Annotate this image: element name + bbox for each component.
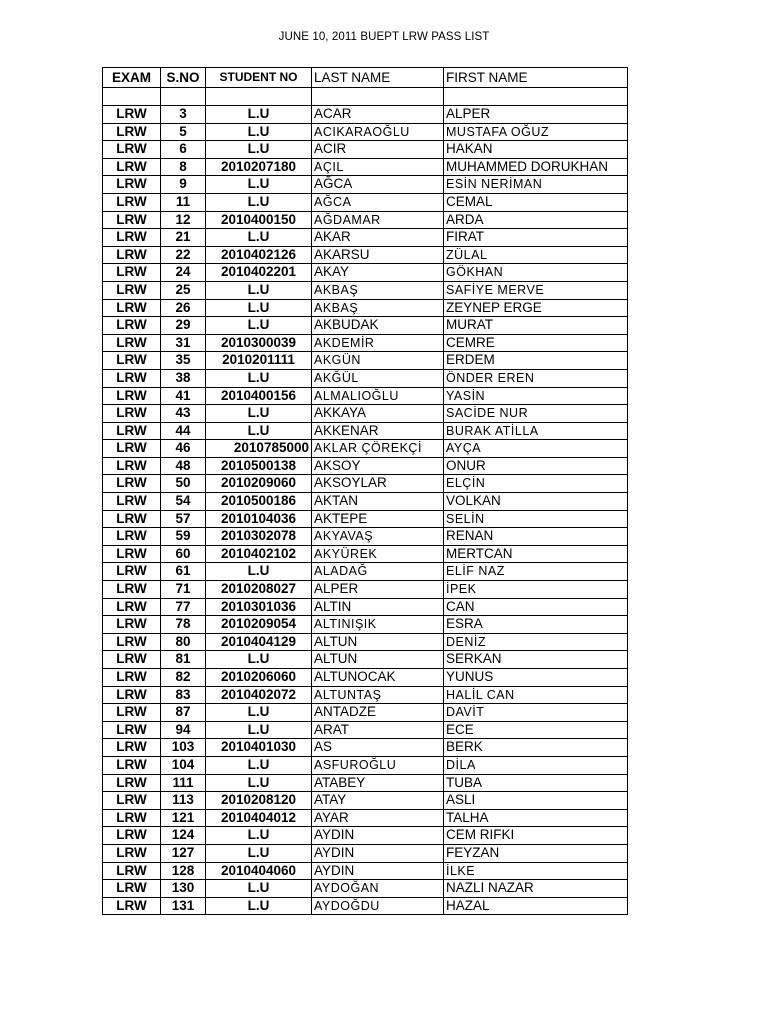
table-row bbox=[103, 123, 628, 141]
last-name-cell: AKĞÜL bbox=[312, 369, 444, 387]
last-name-cell: ATABEY bbox=[312, 774, 444, 792]
sno-cell: 26 bbox=[161, 299, 206, 317]
table-body bbox=[103, 88, 628, 915]
first-name-cell: ECE bbox=[444, 721, 628, 739]
exam-cell: LRW bbox=[103, 809, 161, 827]
last-name-cell: AKARSU bbox=[312, 246, 444, 264]
first-name-cell: ESİN NERİMAN bbox=[444, 176, 628, 194]
student-no-cell: 2010401030 bbox=[206, 739, 312, 757]
header-row bbox=[103, 68, 628, 88]
student-no-cell: 2010208120 bbox=[206, 792, 312, 810]
sno-cell: 71 bbox=[161, 581, 206, 599]
student-no-cell: 2010302078 bbox=[206, 528, 312, 546]
spacer-cell bbox=[103, 88, 161, 106]
table-row bbox=[103, 405, 628, 423]
last-name-cell: ALTUN bbox=[312, 633, 444, 651]
last-name-cell: AĞCA bbox=[312, 176, 444, 194]
sno-cell: 46 bbox=[161, 440, 206, 458]
table-row bbox=[103, 721, 628, 739]
sno-cell: 22 bbox=[161, 246, 206, 264]
last-name-cell: ACAR bbox=[312, 106, 444, 124]
student-no-cell: 2010209054 bbox=[206, 616, 312, 634]
sno-cell: 44 bbox=[161, 422, 206, 440]
header-last-name: LAST NAME bbox=[312, 68, 444, 88]
first-name-cell: YASİN bbox=[444, 387, 628, 405]
exam-cell: LRW bbox=[103, 897, 161, 915]
student-no-cell: L.U bbox=[206, 405, 312, 423]
exam-cell: LRW bbox=[103, 352, 161, 370]
first-name-cell: FEYZAN bbox=[444, 844, 628, 862]
first-name-cell: ZEYNEP ERGE bbox=[444, 299, 628, 317]
first-name-cell: MUHAMMED DORUKHAN bbox=[444, 158, 628, 176]
sno-cell: 80 bbox=[161, 633, 206, 651]
exam-cell: LRW bbox=[103, 598, 161, 616]
table-row bbox=[103, 545, 628, 563]
sno-cell: 81 bbox=[161, 651, 206, 669]
spacer-cell bbox=[312, 88, 444, 106]
student-no-cell: 2010500186 bbox=[206, 493, 312, 511]
sno-cell: 103 bbox=[161, 739, 206, 757]
exam-cell: LRW bbox=[103, 880, 161, 898]
header-exam: EXAM bbox=[103, 68, 161, 88]
table-row bbox=[103, 299, 628, 317]
student-no-cell: 2010301036 bbox=[206, 598, 312, 616]
first-name-cell: GÖKHAN bbox=[444, 264, 628, 282]
student-no-cell: 2010104036 bbox=[206, 510, 312, 528]
exam-cell: LRW bbox=[103, 369, 161, 387]
first-name-cell: TALHA bbox=[444, 809, 628, 827]
first-name-cell: RENAN bbox=[444, 528, 628, 546]
student-no-cell: L.U bbox=[206, 756, 312, 774]
exam-cell: LRW bbox=[103, 334, 161, 352]
table-row bbox=[103, 211, 628, 229]
last-name-cell: ATAY bbox=[312, 792, 444, 810]
exam-cell: LRW bbox=[103, 440, 161, 458]
exam-cell: LRW bbox=[103, 176, 161, 194]
student-no-cell: 2010206060 bbox=[206, 669, 312, 687]
student-no-cell: L.U bbox=[206, 299, 312, 317]
exam-cell: LRW bbox=[103, 246, 161, 264]
page-title: JUNE 10, 2011 BUEPT LRW PASS LIST bbox=[278, 31, 490, 43]
sno-cell: 50 bbox=[161, 475, 206, 493]
sno-cell: 41 bbox=[161, 387, 206, 405]
first-name-cell: ZÜLAL bbox=[444, 246, 628, 264]
table-row bbox=[103, 158, 628, 176]
first-name-cell: BERK bbox=[444, 739, 628, 757]
first-name-cell: VOLKAN bbox=[444, 493, 628, 511]
student-no-cell: L.U bbox=[206, 880, 312, 898]
student-no-cell: L.U bbox=[206, 176, 312, 194]
first-name-cell: DENİZ bbox=[444, 633, 628, 651]
sno-cell: 31 bbox=[161, 334, 206, 352]
exam-cell: LRW bbox=[103, 792, 161, 810]
last-name-cell: AĞCA bbox=[312, 193, 444, 211]
table-row bbox=[103, 827, 628, 845]
spacer-cell bbox=[161, 88, 206, 106]
student-no-cell: L.U bbox=[206, 704, 312, 722]
student-no-cell: 2010400150 bbox=[206, 211, 312, 229]
last-name-cell: AYDOĞAN bbox=[312, 880, 444, 898]
table-row bbox=[103, 844, 628, 862]
exam-cell: LRW bbox=[103, 387, 161, 405]
sno-cell: 6 bbox=[161, 141, 206, 159]
exam-cell: LRW bbox=[103, 158, 161, 176]
sno-cell: 113 bbox=[161, 792, 206, 810]
last-name-cell: AKKAYA bbox=[312, 405, 444, 423]
student-no-cell: L.U bbox=[206, 369, 312, 387]
sno-cell: 83 bbox=[161, 686, 206, 704]
student-no-cell: L.U bbox=[206, 141, 312, 159]
student-no-cell: 2010402126 bbox=[206, 246, 312, 264]
table-row bbox=[103, 756, 628, 774]
first-name-cell: DAVİT bbox=[444, 704, 628, 722]
sno-cell: 121 bbox=[161, 809, 206, 827]
table-row bbox=[103, 246, 628, 264]
exam-cell: LRW bbox=[103, 193, 161, 211]
table-row bbox=[103, 686, 628, 704]
last-name-cell: AKBUDAK bbox=[312, 317, 444, 335]
exam-cell: LRW bbox=[103, 844, 161, 862]
table-row bbox=[103, 616, 628, 634]
header-student-no: STUDENT NO bbox=[206, 68, 312, 88]
table-row bbox=[103, 457, 628, 475]
table-row bbox=[103, 317, 628, 335]
table-row bbox=[103, 563, 628, 581]
sno-cell: 9 bbox=[161, 176, 206, 194]
first-name-cell: BURAK ATİLLA bbox=[444, 422, 628, 440]
table-row bbox=[103, 598, 628, 616]
table-row bbox=[103, 862, 628, 880]
first-name-cell: HAKAN bbox=[444, 141, 628, 159]
last-name-cell: ALPER bbox=[312, 581, 444, 599]
first-name-cell: DİLA bbox=[444, 756, 628, 774]
table-row bbox=[103, 475, 628, 493]
first-name-cell: ÖNDER EREN bbox=[444, 369, 628, 387]
last-name-cell: ALTUN bbox=[312, 651, 444, 669]
sno-cell: 5 bbox=[161, 123, 206, 141]
sno-cell: 124 bbox=[161, 827, 206, 845]
table-row bbox=[103, 792, 628, 810]
spacer-cell bbox=[444, 88, 628, 106]
last-name-cell: AKTEPE bbox=[312, 510, 444, 528]
student-no-cell: L.U bbox=[206, 422, 312, 440]
first-name-cell: SERKAN bbox=[444, 651, 628, 669]
sno-cell: 111 bbox=[161, 774, 206, 792]
student-no-cell: L.U bbox=[206, 317, 312, 335]
student-no-cell: L.U bbox=[206, 651, 312, 669]
exam-cell: LRW bbox=[103, 721, 161, 739]
table-row bbox=[103, 633, 628, 651]
sno-cell: 61 bbox=[161, 563, 206, 581]
exam-cell: LRW bbox=[103, 545, 161, 563]
table-row bbox=[103, 176, 628, 194]
exam-cell: LRW bbox=[103, 317, 161, 335]
student-no-cell: L.U bbox=[206, 897, 312, 915]
last-name-cell: ASFUROĞLU bbox=[312, 756, 444, 774]
last-name-cell: ARAT bbox=[312, 721, 444, 739]
first-name-cell: ARDA bbox=[444, 211, 628, 229]
last-name-cell: AKBAŞ bbox=[312, 299, 444, 317]
last-name-cell: AÇIL bbox=[312, 158, 444, 176]
last-name-cell: ACIKARAOĞLU bbox=[312, 123, 444, 141]
first-name-cell: CEMAL bbox=[444, 193, 628, 211]
sno-cell: 29 bbox=[161, 317, 206, 335]
first-name-cell: NAZLI NAZAR bbox=[444, 880, 628, 898]
first-name-cell: ELİF NAZ bbox=[444, 563, 628, 581]
last-name-cell: AKYAVAŞ bbox=[312, 528, 444, 546]
table-row bbox=[103, 774, 628, 792]
exam-cell: LRW bbox=[103, 774, 161, 792]
last-name-cell: ACIR bbox=[312, 141, 444, 159]
first-name-cell: CEM RIFKI bbox=[444, 827, 628, 845]
student-no-cell: L.U bbox=[206, 281, 312, 299]
last-name-cell: AKGÜN bbox=[312, 352, 444, 370]
first-name-cell: MUSTAFA OĞUZ bbox=[444, 123, 628, 141]
last-name-cell: AĞDAMAR bbox=[312, 211, 444, 229]
table-row bbox=[103, 387, 628, 405]
exam-cell: LRW bbox=[103, 475, 161, 493]
sno-cell: 82 bbox=[161, 669, 206, 687]
last-name-cell: AKLAR ÇÖREKÇİ bbox=[312, 440, 444, 458]
student-no-cell: 2010404012 bbox=[206, 809, 312, 827]
student-no-cell: 2010201111 bbox=[206, 352, 312, 370]
last-name-cell: ALTUNTAŞ bbox=[312, 686, 444, 704]
header-first-name: FIRST NAME bbox=[444, 68, 628, 88]
last-name-cell: AYDOĞDU bbox=[312, 897, 444, 915]
exam-cell: LRW bbox=[103, 616, 161, 634]
exam-cell: LRW bbox=[103, 756, 161, 774]
table-row bbox=[103, 510, 628, 528]
last-name-cell: AKAY bbox=[312, 264, 444, 282]
last-name-cell: AYAR bbox=[312, 809, 444, 827]
first-name-cell: ELÇİN bbox=[444, 475, 628, 493]
last-name-cell: AKDEMİR bbox=[312, 334, 444, 352]
exam-cell: LRW bbox=[103, 704, 161, 722]
sno-cell: 130 bbox=[161, 880, 206, 898]
exam-cell: LRW bbox=[103, 211, 161, 229]
sno-cell: 104 bbox=[161, 756, 206, 774]
first-name-cell: FIRAT bbox=[444, 229, 628, 247]
student-no-cell: L.U bbox=[206, 193, 312, 211]
last-name-cell: AKBAŞ bbox=[312, 281, 444, 299]
sno-cell: 25 bbox=[161, 281, 206, 299]
header-sno: S.NO bbox=[161, 68, 206, 88]
sno-cell: 12 bbox=[161, 211, 206, 229]
sno-cell: 60 bbox=[161, 545, 206, 563]
sno-cell: 59 bbox=[161, 528, 206, 546]
last-name-cell: AYDIN bbox=[312, 862, 444, 880]
sno-cell: 127 bbox=[161, 844, 206, 862]
student-no-cell: 2010404129 bbox=[206, 633, 312, 651]
first-name-cell: ERDEM bbox=[444, 352, 628, 370]
sno-cell: 35 bbox=[161, 352, 206, 370]
first-name-cell: SELİN bbox=[444, 510, 628, 528]
student-no-cell: 2010207180 bbox=[206, 158, 312, 176]
sno-cell: 8 bbox=[161, 158, 206, 176]
sno-cell: 131 bbox=[161, 897, 206, 915]
table-row bbox=[103, 440, 628, 458]
exam-cell: LRW bbox=[103, 581, 161, 599]
sno-cell: 78 bbox=[161, 616, 206, 634]
exam-cell: LRW bbox=[103, 862, 161, 880]
exam-cell: LRW bbox=[103, 651, 161, 669]
table-row bbox=[103, 369, 628, 387]
sno-cell: 3 bbox=[161, 106, 206, 124]
first-name-cell: SACİDE NUR bbox=[444, 405, 628, 423]
last-name-cell: ALADAĞ bbox=[312, 563, 444, 581]
spacer-row bbox=[103, 88, 628, 106]
pass-list-table bbox=[102, 67, 628, 915]
first-name-cell: HALİL CAN bbox=[444, 686, 628, 704]
sno-cell: 43 bbox=[161, 405, 206, 423]
sno-cell: 94 bbox=[161, 721, 206, 739]
sno-cell: 21 bbox=[161, 229, 206, 247]
table-row bbox=[103, 229, 628, 247]
spacer-cell bbox=[206, 88, 312, 106]
sno-cell: 87 bbox=[161, 704, 206, 722]
student-no-cell: 2010208027 bbox=[206, 581, 312, 599]
last-name-cell: AKYÜREK bbox=[312, 545, 444, 563]
last-name-cell: AKSOY bbox=[312, 457, 444, 475]
exam-cell: LRW bbox=[103, 457, 161, 475]
last-name-cell: AKAR bbox=[312, 229, 444, 247]
last-name-cell: ALTUNOCAK bbox=[312, 669, 444, 687]
table-row bbox=[103, 352, 628, 370]
student-no-cell: L.U bbox=[206, 774, 312, 792]
first-name-cell: YUNUS bbox=[444, 669, 628, 687]
exam-cell: LRW bbox=[103, 106, 161, 124]
table-row bbox=[103, 334, 628, 352]
table-row bbox=[103, 669, 628, 687]
exam-cell: LRW bbox=[103, 528, 161, 546]
student-no-cell: 2010785000 bbox=[206, 440, 312, 458]
table-row bbox=[103, 880, 628, 898]
first-name-cell: ONUR bbox=[444, 457, 628, 475]
table-row bbox=[103, 141, 628, 159]
first-name-cell: MURAT bbox=[444, 317, 628, 335]
first-name-cell: ALPER bbox=[444, 106, 628, 124]
table-row bbox=[103, 739, 628, 757]
first-name-cell: İPEK bbox=[444, 581, 628, 599]
table-row bbox=[103, 651, 628, 669]
sno-cell: 11 bbox=[161, 193, 206, 211]
table-row bbox=[103, 193, 628, 211]
student-no-cell: L.U bbox=[206, 229, 312, 247]
exam-cell: LRW bbox=[103, 669, 161, 687]
student-no-cell: 2010209060 bbox=[206, 475, 312, 493]
table-row bbox=[103, 422, 628, 440]
sno-cell: 57 bbox=[161, 510, 206, 528]
exam-cell: LRW bbox=[103, 422, 161, 440]
sno-cell: 48 bbox=[161, 457, 206, 475]
first-name-cell: HAZAL bbox=[444, 897, 628, 915]
first-name-cell: CEMRE bbox=[444, 334, 628, 352]
student-no-cell: 2010400156 bbox=[206, 387, 312, 405]
first-name-cell: TUBA bbox=[444, 774, 628, 792]
table-row bbox=[103, 897, 628, 915]
exam-cell: LRW bbox=[103, 405, 161, 423]
exam-cell: LRW bbox=[103, 739, 161, 757]
exam-cell: LRW bbox=[103, 510, 161, 528]
table-row bbox=[103, 264, 628, 282]
student-no-cell: L.U bbox=[206, 844, 312, 862]
student-no-cell: 2010500138 bbox=[206, 457, 312, 475]
exam-cell: LRW bbox=[103, 229, 161, 247]
first-name-cell: MERTCAN bbox=[444, 545, 628, 563]
table-row bbox=[103, 809, 628, 827]
table-row bbox=[103, 704, 628, 722]
first-name-cell: ESRA bbox=[444, 616, 628, 634]
last-name-cell: ALTINIŞIK bbox=[312, 616, 444, 634]
last-name-cell: AKTAN bbox=[312, 493, 444, 511]
student-no-cell: 2010402201 bbox=[206, 264, 312, 282]
exam-cell: LRW bbox=[103, 633, 161, 651]
first-name-cell: AYÇA bbox=[444, 440, 628, 458]
sno-cell: 128 bbox=[161, 862, 206, 880]
exam-cell: LRW bbox=[103, 123, 161, 141]
exam-cell: LRW bbox=[103, 299, 161, 317]
student-no-cell: 2010402072 bbox=[206, 686, 312, 704]
student-no-cell: 2010402102 bbox=[206, 545, 312, 563]
exam-cell: LRW bbox=[103, 686, 161, 704]
first-name-cell: ASLI bbox=[444, 792, 628, 810]
table-row bbox=[103, 581, 628, 599]
sno-cell: 24 bbox=[161, 264, 206, 282]
student-no-cell: L.U bbox=[206, 721, 312, 739]
exam-cell: LRW bbox=[103, 141, 161, 159]
last-name-cell: AKSOYLAR bbox=[312, 475, 444, 493]
table-row bbox=[103, 281, 628, 299]
exam-cell: LRW bbox=[103, 827, 161, 845]
student-no-cell: L.U bbox=[206, 106, 312, 124]
last-name-cell: AKKENAR bbox=[312, 422, 444, 440]
table-row bbox=[103, 106, 628, 124]
student-no-cell: 2010300039 bbox=[206, 334, 312, 352]
sno-cell: 38 bbox=[161, 369, 206, 387]
last-name-cell: AYDIN bbox=[312, 844, 444, 862]
exam-cell: LRW bbox=[103, 281, 161, 299]
table-row bbox=[103, 528, 628, 546]
table-row bbox=[103, 493, 628, 511]
exam-cell: LRW bbox=[103, 563, 161, 581]
exam-cell: LRW bbox=[103, 493, 161, 511]
student-no-cell: L.U bbox=[206, 123, 312, 141]
sno-cell: 77 bbox=[161, 598, 206, 616]
last-name-cell: ALMALIOĞLU bbox=[312, 387, 444, 405]
last-name-cell: ALTIN bbox=[312, 598, 444, 616]
last-name-cell: AS bbox=[312, 739, 444, 757]
first-name-cell: İLKE bbox=[444, 862, 628, 880]
first-name-cell: CAN bbox=[444, 598, 628, 616]
student-no-cell: 2010404060 bbox=[206, 862, 312, 880]
student-no-cell: L.U bbox=[206, 827, 312, 845]
last-name-cell: AYDIN bbox=[312, 827, 444, 845]
exam-cell: LRW bbox=[103, 264, 161, 282]
first-name-cell: SAFİYE MERVE bbox=[444, 281, 628, 299]
last-name-cell: ANTADZE bbox=[312, 704, 444, 722]
sno-cell: 54 bbox=[161, 493, 206, 511]
student-no-cell: L.U bbox=[206, 563, 312, 581]
